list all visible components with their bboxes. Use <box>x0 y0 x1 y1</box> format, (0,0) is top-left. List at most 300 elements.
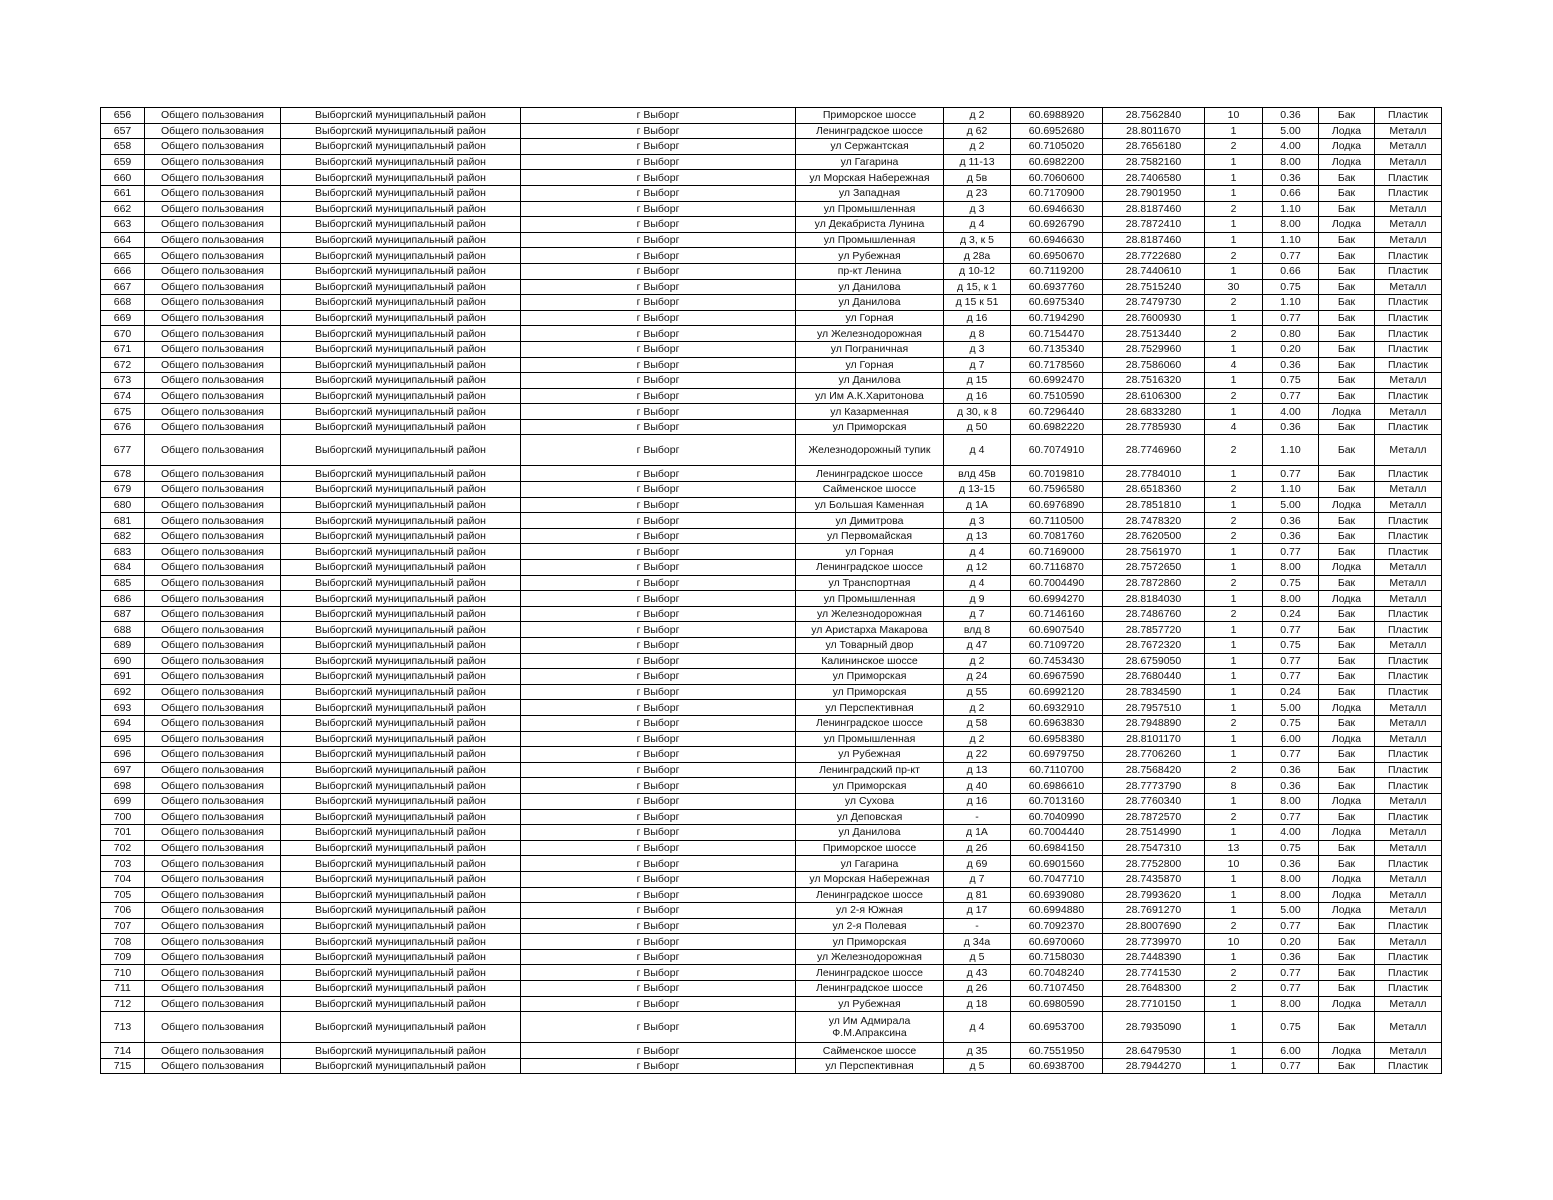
longitude-cell: 28.7739970 <box>1103 934 1205 950</box>
table-row <box>101 731 1442 747</box>
usage-type-cell: Общего пользования <box>145 435 281 466</box>
container-volume-cell: 0.77 <box>1263 622 1319 638</box>
usage-type-cell: Общего пользования <box>145 856 281 872</box>
latitude-cell: 60.6994880 <box>1011 903 1103 919</box>
district-cell: Выборгский муниципальный район <box>281 263 521 279</box>
material-cell: Металл <box>1375 217 1442 233</box>
street-cell: ул Данилова <box>796 825 944 841</box>
latitude-cell: 60.7107450 <box>1011 981 1103 997</box>
container-type-cell: Бак <box>1319 341 1375 357</box>
locality-cell: г Выборг <box>521 326 796 342</box>
latitude-cell: 60.7110700 <box>1011 762 1103 778</box>
longitude-cell: 28.7857720 <box>1103 622 1205 638</box>
street-cell: Ленинградское шоссе <box>796 466 944 482</box>
locality-cell: г Выборг <box>521 638 796 654</box>
longitude-cell: 28.7586060 <box>1103 357 1205 373</box>
district-cell: Выборгский муниципальный район <box>281 965 521 981</box>
usage-type-cell: Общего пользования <box>145 996 281 1012</box>
street-cell: Ленинградское шоссе <box>796 965 944 981</box>
street-cell: Ленинградский пр-кт <box>796 762 944 778</box>
container-volume-cell: 5.00 <box>1263 700 1319 716</box>
locality-cell: г Выборг <box>521 419 796 435</box>
container-volume-cell: 0.36 <box>1263 949 1319 965</box>
longitude-cell: 28.7680440 <box>1103 669 1205 685</box>
container-type-cell: Лодка <box>1319 731 1375 747</box>
usage-type-cell: Общего пользования <box>145 513 281 529</box>
locality-cell: г Выборг <box>521 1012 796 1043</box>
street-cell: Ленинградское шоссе <box>796 715 944 731</box>
table-row <box>101 435 1442 466</box>
container-volume-cell: 0.75 <box>1263 279 1319 295</box>
usage-type-cell: Общего пользования <box>145 700 281 716</box>
street-cell: ул Им А.К.Харитонова <box>796 388 944 404</box>
longitude-cell: 28.7561970 <box>1103 544 1205 560</box>
container-type-cell: Лодка <box>1319 793 1375 809</box>
table-row <box>101 949 1442 965</box>
district-cell: Выборгский муниципальный район <box>281 793 521 809</box>
usage-type-cell: Общего пользования <box>145 248 281 264</box>
row-number-cell: 700 <box>101 809 145 825</box>
locality-cell: г Выборг <box>521 139 796 155</box>
table-row <box>101 934 1442 950</box>
material-cell: Металл <box>1375 139 1442 155</box>
district-cell: Выборгский муниципальный район <box>281 419 521 435</box>
container-volume-cell: 0.77 <box>1263 310 1319 326</box>
longitude-cell: 28.7656180 <box>1103 139 1205 155</box>
container-volume-cell: 5.00 <box>1263 123 1319 139</box>
house-cell: д 4 <box>944 217 1011 233</box>
locality-cell: г Выборг <box>521 108 796 124</box>
longitude-cell: 28.7448390 <box>1103 949 1205 965</box>
locality-cell: г Выборг <box>521 887 796 903</box>
container-count-cell: 1 <box>1205 560 1263 576</box>
house-cell: д 81 <box>944 887 1011 903</box>
longitude-cell: 28.7440610 <box>1103 263 1205 279</box>
container-count-cell: 2 <box>1205 606 1263 622</box>
longitude-cell: 28.7572650 <box>1103 560 1205 576</box>
locality-cell: г Выборг <box>521 700 796 716</box>
house-cell: д 16 <box>944 388 1011 404</box>
latitude-cell: 60.6953700 <box>1011 1012 1103 1043</box>
latitude-cell: 60.7119200 <box>1011 263 1103 279</box>
house-cell: д 11-13 <box>944 154 1011 170</box>
container-type-cell: Бак <box>1319 170 1375 186</box>
table-row <box>101 419 1442 435</box>
row-number-cell: 699 <box>101 793 145 809</box>
locality-cell: г Выборг <box>521 310 796 326</box>
house-cell: д 43 <box>944 965 1011 981</box>
usage-type-cell: Общего пользования <box>145 1012 281 1043</box>
usage-type-cell: Общего пользования <box>145 778 281 794</box>
container-type-cell: Лодка <box>1319 871 1375 887</box>
locality-cell: г Выборг <box>521 622 796 638</box>
container-count-cell: 2 <box>1205 435 1263 466</box>
container-count-cell: 1 <box>1205 373 1263 389</box>
usage-type-cell: Общего пользования <box>145 981 281 997</box>
usage-type-cell: Общего пользования <box>145 622 281 638</box>
material-cell: Пластик <box>1375 1058 1442 1074</box>
latitude-cell: 60.6980590 <box>1011 996 1103 1012</box>
longitude-cell: 28.8007690 <box>1103 918 1205 934</box>
street-cell: ул Перспективная <box>796 1058 944 1074</box>
locality-cell: г Выборг <box>521 263 796 279</box>
container-volume-cell: 8.00 <box>1263 996 1319 1012</box>
street-cell: ул 2-я Полевая <box>796 918 944 934</box>
longitude-cell: 28.6106300 <box>1103 388 1205 404</box>
house-cell: д 17 <box>944 903 1011 919</box>
container-count-cell: 13 <box>1205 840 1263 856</box>
container-count-cell: 1 <box>1205 232 1263 248</box>
material-cell: Пластик <box>1375 747 1442 763</box>
table-row <box>101 154 1442 170</box>
latitude-cell: 60.6937760 <box>1011 279 1103 295</box>
latitude-cell: 60.6901560 <box>1011 856 1103 872</box>
row-number-cell: 711 <box>101 981 145 997</box>
table-row <box>101 232 1442 248</box>
locality-cell: г Выборг <box>521 731 796 747</box>
container-volume-cell: 0.36 <box>1263 513 1319 529</box>
latitude-cell: 60.6946630 <box>1011 232 1103 248</box>
house-cell: д 2 <box>944 108 1011 124</box>
usage-type-cell: Общего пользования <box>145 887 281 903</box>
material-cell: Пластик <box>1375 544 1442 560</box>
usage-type-cell: Общего пользования <box>145 528 281 544</box>
container-type-cell: Лодка <box>1319 996 1375 1012</box>
latitude-cell: 60.7047710 <box>1011 871 1103 887</box>
locality-cell: г Выборг <box>521 825 796 841</box>
container-count-cell: 1 <box>1205 622 1263 638</box>
table-row <box>101 887 1442 903</box>
row-number-cell: 697 <box>101 762 145 778</box>
district-cell: Выборгский муниципальный район <box>281 139 521 155</box>
material-cell: Металл <box>1375 903 1442 919</box>
street-cell: ул Горная <box>796 544 944 560</box>
usage-type-cell: Общего пользования <box>145 482 281 498</box>
longitude-cell: 28.7760340 <box>1103 793 1205 809</box>
container-count-cell: 2 <box>1205 513 1263 529</box>
container-volume-cell: 0.77 <box>1263 965 1319 981</box>
container-count-cell: 2 <box>1205 918 1263 934</box>
container-count-cell: 2 <box>1205 482 1263 498</box>
house-cell: д 55 <box>944 684 1011 700</box>
house-cell: влд 8 <box>944 622 1011 638</box>
district-cell: Выборгский муниципальный район <box>281 638 521 654</box>
container-count-cell: 1 <box>1205 341 1263 357</box>
street-cell: ул Горная <box>796 357 944 373</box>
longitude-cell: 28.7944270 <box>1103 1058 1205 1074</box>
table-row <box>101 965 1442 981</box>
street-cell: ул Данилова <box>796 373 944 389</box>
table-row <box>101 497 1442 513</box>
material-cell: Металл <box>1375 435 1442 466</box>
row-number-cell: 688 <box>101 622 145 638</box>
container-count-cell: 2 <box>1205 809 1263 825</box>
longitude-cell: 28.8101170 <box>1103 731 1205 747</box>
container-volume-cell: 0.36 <box>1263 108 1319 124</box>
container-type-cell: Бак <box>1319 965 1375 981</box>
container-count-cell: 1 <box>1205 825 1263 841</box>
longitude-cell: 28.7746960 <box>1103 435 1205 466</box>
locality-cell: г Выборг <box>521 388 796 404</box>
latitude-cell: 60.7110500 <box>1011 513 1103 529</box>
container-volume-cell: 0.20 <box>1263 341 1319 357</box>
container-volume-cell: 8.00 <box>1263 560 1319 576</box>
container-volume-cell: 0.75 <box>1263 575 1319 591</box>
row-number-cell: 660 <box>101 170 145 186</box>
table-row <box>101 341 1442 357</box>
street-cell: ул Промышленная <box>796 201 944 217</box>
row-number-cell: 658 <box>101 139 145 155</box>
row-number-cell: 703 <box>101 856 145 872</box>
longitude-cell: 28.7478320 <box>1103 513 1205 529</box>
container-count-cell: 2 <box>1205 528 1263 544</box>
material-cell: Пластик <box>1375 528 1442 544</box>
material-cell: Пластик <box>1375 684 1442 700</box>
street-cell: ул Деповская <box>796 809 944 825</box>
table-row <box>101 170 1442 186</box>
container-type-cell: Бак <box>1319 762 1375 778</box>
row-number-cell: 672 <box>101 357 145 373</box>
container-count-cell: 1 <box>1205 669 1263 685</box>
longitude-cell: 28.7562840 <box>1103 108 1205 124</box>
usage-type-cell: Общего пользования <box>145 310 281 326</box>
house-cell: д 2 <box>944 139 1011 155</box>
table-row <box>101 139 1442 155</box>
usage-type-cell: Общего пользования <box>145 201 281 217</box>
latitude-cell: 60.7109720 <box>1011 638 1103 654</box>
longitude-cell: 28.7785930 <box>1103 419 1205 435</box>
street-cell: пр-кт Ленина <box>796 263 944 279</box>
locality-cell: г Выборг <box>521 840 796 856</box>
row-number-cell: 709 <box>101 949 145 965</box>
container-type-cell: Бак <box>1319 622 1375 638</box>
house-cell: д 26 <box>944 981 1011 997</box>
table-row <box>101 996 1442 1012</box>
latitude-cell: 60.7296440 <box>1011 404 1103 420</box>
row-number-cell: 665 <box>101 248 145 264</box>
street-cell: ул Большая Каменная <box>796 497 944 513</box>
container-type-cell: Лодка <box>1319 123 1375 139</box>
table-row <box>101 575 1442 591</box>
table-row <box>101 684 1442 700</box>
usage-type-cell: Общего пользования <box>145 575 281 591</box>
street-cell: ул Приморская <box>796 684 944 700</box>
latitude-cell: 60.6926790 <box>1011 217 1103 233</box>
container-type-cell: Лодка <box>1319 825 1375 841</box>
container-type-cell: Лодка <box>1319 591 1375 607</box>
usage-type-cell: Общего пользования <box>145 560 281 576</box>
container-type-cell: Бак <box>1319 185 1375 201</box>
district-cell: Выборгский муниципальный район <box>281 871 521 887</box>
row-number-cell: 677 <box>101 435 145 466</box>
latitude-cell: 60.7194290 <box>1011 310 1103 326</box>
container-count-cell: 1 <box>1205 310 1263 326</box>
table-row <box>101 715 1442 731</box>
container-type-cell: Бак <box>1319 373 1375 389</box>
container-volume-cell: 0.77 <box>1263 248 1319 264</box>
house-cell: д 50 <box>944 419 1011 435</box>
row-number-cell: 673 <box>101 373 145 389</box>
house-cell: влд 45в <box>944 466 1011 482</box>
container-type-cell: Бак <box>1319 934 1375 950</box>
table-row <box>101 903 1442 919</box>
container-type-cell: Бак <box>1319 809 1375 825</box>
locality-cell: г Выборг <box>521 544 796 560</box>
table-row <box>101 840 1442 856</box>
container-count-cell: 1 <box>1205 154 1263 170</box>
row-number-cell: 679 <box>101 482 145 498</box>
longitude-cell: 28.7872410 <box>1103 217 1205 233</box>
table-row <box>101 1058 1442 1074</box>
container-volume-cell: 4.00 <box>1263 404 1319 420</box>
locality-cell: г Выборг <box>521 170 796 186</box>
house-cell: д 7 <box>944 606 1011 622</box>
container-volume-cell: 8.00 <box>1263 793 1319 809</box>
district-cell: Выборгский муниципальный район <box>281 373 521 389</box>
locality-cell: г Выборг <box>521 793 796 809</box>
longitude-cell: 28.8011670 <box>1103 123 1205 139</box>
row-number-cell: 692 <box>101 684 145 700</box>
container-count-cell: 1 <box>1205 700 1263 716</box>
longitude-cell: 28.7773790 <box>1103 778 1205 794</box>
latitude-cell: 60.6967590 <box>1011 669 1103 685</box>
row-number-cell: 687 <box>101 606 145 622</box>
container-volume-cell: 0.77 <box>1263 918 1319 934</box>
street-cell: ул Промышленная <box>796 731 944 747</box>
latitude-cell: 60.7105020 <box>1011 139 1103 155</box>
longitude-cell: 28.7784010 <box>1103 466 1205 482</box>
container-count-cell: 1 <box>1205 903 1263 919</box>
longitude-cell: 28.7600930 <box>1103 310 1205 326</box>
material-cell: Металл <box>1375 996 1442 1012</box>
table-row <box>101 762 1442 778</box>
container-volume-cell: 8.00 <box>1263 217 1319 233</box>
latitude-cell: 60.6988920 <box>1011 108 1103 124</box>
table-row <box>101 560 1442 576</box>
container-count-cell: 1 <box>1205 497 1263 513</box>
street-cell: ул Горная <box>796 310 944 326</box>
longitude-cell: 28.7993620 <box>1103 887 1205 903</box>
table-row <box>101 108 1442 124</box>
usage-type-cell: Общего пользования <box>145 341 281 357</box>
longitude-cell: 28.7515240 <box>1103 279 1205 295</box>
row-number-cell: 670 <box>101 326 145 342</box>
district-cell: Выборгский муниципальный район <box>281 201 521 217</box>
house-cell: д 2б <box>944 840 1011 856</box>
container-count-cell: 2 <box>1205 139 1263 155</box>
house-cell: д 16 <box>944 793 1011 809</box>
locality-cell: г Выборг <box>521 217 796 233</box>
container-count-cell: 2 <box>1205 248 1263 264</box>
container-sites-table <box>100 107 1442 1074</box>
longitude-cell: 28.7722680 <box>1103 248 1205 264</box>
container-count-cell: 10 <box>1205 856 1263 872</box>
container-volume-cell: 0.66 <box>1263 185 1319 201</box>
street-cell: ул Сержантская <box>796 139 944 155</box>
container-count-cell: 1 <box>1205 185 1263 201</box>
container-type-cell: Бак <box>1319 263 1375 279</box>
table-row <box>101 778 1442 794</box>
container-volume-cell: 0.20 <box>1263 934 1319 950</box>
latitude-cell: 60.6907540 <box>1011 622 1103 638</box>
container-volume-cell: 0.66 <box>1263 263 1319 279</box>
street-cell: Приморское шоссе <box>796 840 944 856</box>
house-cell: д 13 <box>944 762 1011 778</box>
container-type-cell: Лодка <box>1319 700 1375 716</box>
material-cell: Пластик <box>1375 981 1442 997</box>
material-cell: Пластик <box>1375 669 1442 685</box>
table-row <box>101 310 1442 326</box>
table-row <box>101 357 1442 373</box>
longitude-cell: 28.7547310 <box>1103 840 1205 856</box>
latitude-cell: 60.6992120 <box>1011 684 1103 700</box>
usage-type-cell: Общего пользования <box>145 497 281 513</box>
longitude-cell: 28.6833280 <box>1103 404 1205 420</box>
container-type-cell: Бак <box>1319 419 1375 435</box>
street-cell: ул Промышленная <box>796 591 944 607</box>
row-number-cell: 712 <box>101 996 145 1012</box>
container-count-cell: 10 <box>1205 934 1263 950</box>
table-row <box>101 606 1442 622</box>
house-cell: - <box>944 918 1011 934</box>
row-number-cell: 680 <box>101 497 145 513</box>
latitude-cell: 60.7004440 <box>1011 825 1103 841</box>
house-cell: д 24 <box>944 669 1011 685</box>
house-cell: д 18 <box>944 996 1011 1012</box>
container-type-cell: Бак <box>1319 949 1375 965</box>
house-cell: д 58 <box>944 715 1011 731</box>
table-row <box>101 1043 1442 1059</box>
material-cell: Пластик <box>1375 622 1442 638</box>
latitude-cell: 60.7146160 <box>1011 606 1103 622</box>
usage-type-cell: Общего пользования <box>145 793 281 809</box>
container-type-cell: Бак <box>1319 279 1375 295</box>
street-cell: ул Гагарина <box>796 856 944 872</box>
locality-cell: г Выборг <box>521 856 796 872</box>
container-type-cell: Бак <box>1319 669 1375 685</box>
district-cell: Выборгский муниципальный район <box>281 185 521 201</box>
street-cell: Ленинградское шоссе <box>796 887 944 903</box>
house-cell: д 62 <box>944 123 1011 139</box>
container-type-cell: Бак <box>1319 856 1375 872</box>
container-type-cell: Бак <box>1319 326 1375 342</box>
container-type-cell: Бак <box>1319 918 1375 934</box>
district-cell: Выборгский муниципальный район <box>281 715 521 731</box>
container-volume-cell: 8.00 <box>1263 591 1319 607</box>
locality-cell: г Выборг <box>521 560 796 576</box>
container-count-cell: 1 <box>1205 731 1263 747</box>
street-cell: ул Аристарха Макарова <box>796 622 944 638</box>
locality-cell: г Выборг <box>521 435 796 466</box>
locality-cell: г Выборг <box>521 918 796 934</box>
latitude-cell: 60.6938700 <box>1011 1058 1103 1074</box>
usage-type-cell: Общего пользования <box>145 373 281 389</box>
locality-cell: г Выборг <box>521 482 796 498</box>
container-volume-cell: 6.00 <box>1263 1043 1319 1059</box>
district-cell: Выборгский муниципальный район <box>281 700 521 716</box>
container-volume-cell: 0.77 <box>1263 1058 1319 1074</box>
container-volume-cell: 0.36 <box>1263 856 1319 872</box>
container-count-cell: 1 <box>1205 217 1263 233</box>
container-volume-cell: 5.00 <box>1263 903 1319 919</box>
house-cell: д 12 <box>944 560 1011 576</box>
row-number-cell: 656 <box>101 108 145 124</box>
house-cell: д 9 <box>944 591 1011 607</box>
locality-cell: г Выборг <box>521 373 796 389</box>
container-volume-cell: 1.10 <box>1263 201 1319 217</box>
street-cell: ул Западная <box>796 185 944 201</box>
container-type-cell: Бак <box>1319 684 1375 700</box>
